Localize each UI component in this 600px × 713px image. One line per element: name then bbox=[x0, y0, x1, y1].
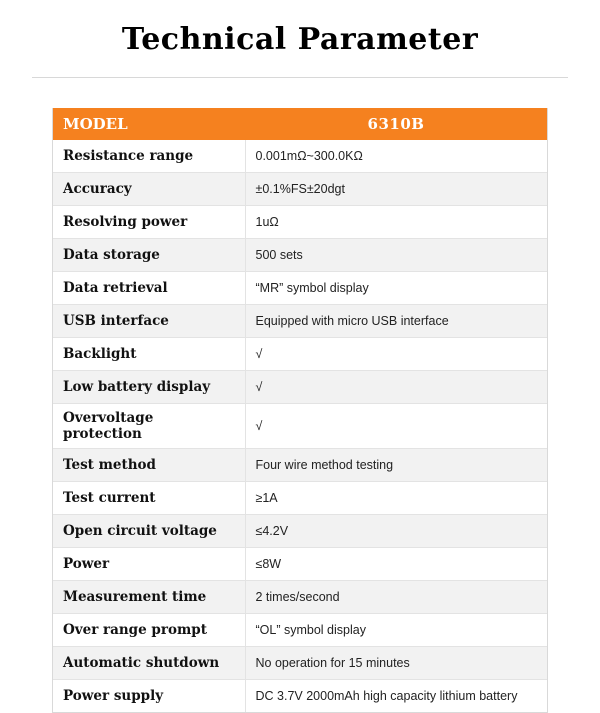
row-label: Power bbox=[53, 548, 245, 581]
table-row bbox=[53, 206, 547, 239]
title-divider bbox=[32, 77, 568, 78]
row-value: Equipped with micro USB interface bbox=[245, 305, 547, 338]
header-model-label: MODEL bbox=[53, 108, 245, 140]
table-row bbox=[53, 272, 547, 305]
row-value: DC 3.7V 2000mAh high capacity lithium battery bbox=[255, 689, 518, 703]
row-value: 1uΩ bbox=[245, 206, 547, 239]
table-row bbox=[53, 581, 547, 614]
row-value: 0.001mΩ~300.0KΩ bbox=[245, 140, 547, 173]
row-label: Measurement time bbox=[53, 581, 245, 614]
table-header-row bbox=[53, 108, 547, 140]
row-label: Accuracy bbox=[53, 173, 245, 206]
table-row bbox=[53, 482, 547, 515]
row-label: Resistance range bbox=[53, 140, 245, 173]
row-label: Overvoltage protection bbox=[53, 404, 245, 449]
table-row bbox=[53, 404, 547, 449]
row-value: √ bbox=[245, 338, 547, 371]
table-row bbox=[53, 548, 547, 581]
row-label: Low battery display bbox=[53, 371, 245, 404]
row-label: Over range prompt bbox=[53, 614, 245, 647]
row-label: Power supply bbox=[53, 680, 245, 713]
spec-table-body bbox=[53, 108, 547, 712]
spec-table bbox=[53, 108, 547, 712]
row-label: Backlight bbox=[53, 338, 245, 371]
row-value: ≤8W bbox=[245, 548, 547, 581]
table-row bbox=[53, 371, 547, 404]
row-value: ≥1A bbox=[245, 482, 547, 515]
row-label: USB interface bbox=[53, 305, 245, 338]
row-label: Test current bbox=[53, 482, 245, 515]
page-title: Technical Parameter bbox=[121, 22, 479, 57]
header-model-value: 6310B bbox=[245, 108, 547, 140]
row-value: “MR” symbol display bbox=[245, 272, 547, 305]
row-label: Test method bbox=[53, 449, 245, 482]
row-value: √ bbox=[245, 404, 547, 449]
row-label: Open circuit voltage bbox=[53, 515, 245, 548]
row-label: Automatic shutdown bbox=[53, 647, 245, 680]
table-row bbox=[53, 305, 547, 338]
table-row bbox=[53, 338, 547, 371]
row-value: “OL” symbol display bbox=[245, 614, 547, 647]
spec-table-wrapper bbox=[52, 108, 548, 713]
table-row bbox=[53, 173, 547, 206]
table-row bbox=[53, 680, 547, 713]
table-row bbox=[53, 647, 547, 680]
row-value: Four wire method testing bbox=[245, 449, 547, 482]
row-value: ±0.1%FS±20dgt bbox=[245, 173, 547, 206]
row-value: 2 times/second bbox=[245, 581, 547, 614]
row-value: ≤4.2V bbox=[245, 515, 547, 548]
row-value: No operation for 15 minutes bbox=[245, 647, 547, 680]
table-row bbox=[53, 614, 547, 647]
row-label: Resolving power bbox=[53, 206, 245, 239]
row-label: Data storage bbox=[53, 239, 245, 272]
row-value: 500 sets bbox=[245, 239, 547, 272]
table-row bbox=[53, 239, 547, 272]
table-row bbox=[53, 140, 547, 173]
row-label: Data retrieval bbox=[53, 272, 245, 305]
table-row bbox=[53, 449, 547, 482]
table-row bbox=[53, 515, 547, 548]
row-value: √ bbox=[245, 371, 547, 404]
